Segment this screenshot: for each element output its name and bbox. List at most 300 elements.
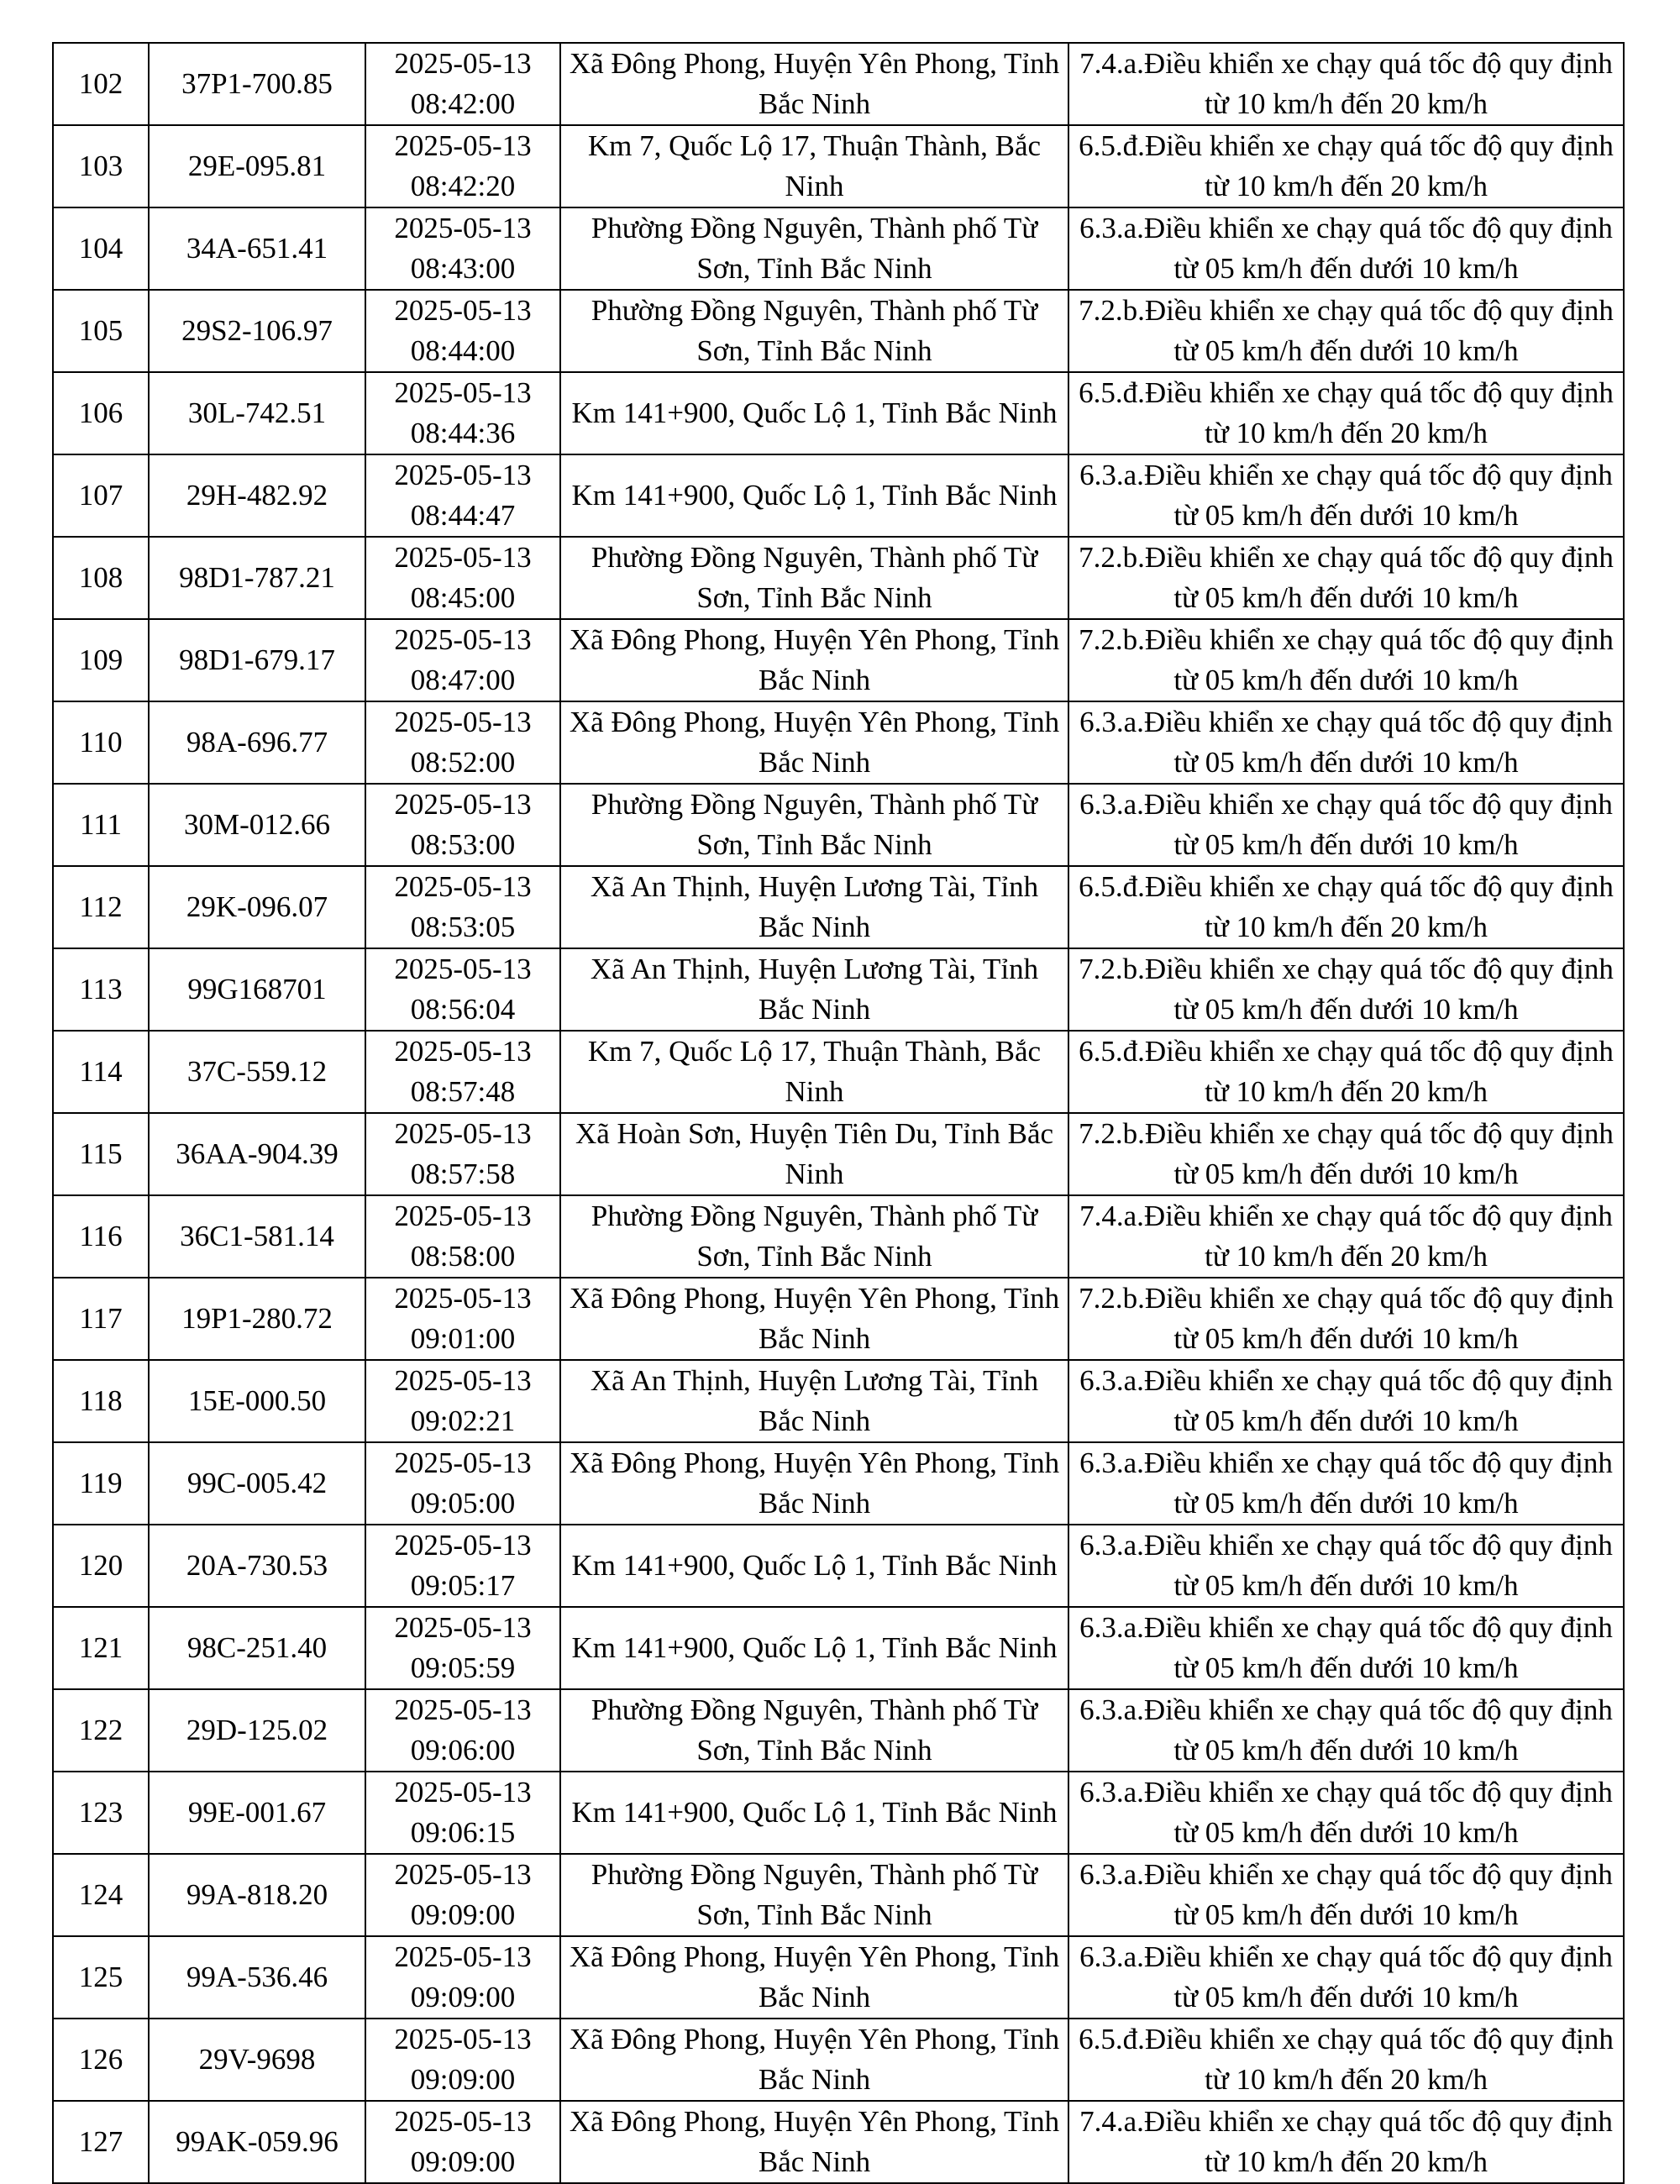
- violation-date: 2025-05-13: [394, 1200, 532, 1232]
- location-cell: [560, 43, 1068, 125]
- datetime-cell: [365, 1607, 560, 1689]
- table-row: [53, 290, 1624, 372]
- violation-cell: [1068, 1360, 1624, 1442]
- violation-time: 09:09:00: [410, 2063, 516, 2096]
- license-plate: 29E-095.81: [187, 150, 327, 182]
- plate-cell: [149, 454, 365, 537]
- plate-cell: [149, 1360, 365, 1442]
- violation-location: Xã Đông Phong, Huyện Yên Phong, Tỉnh Bắc Ninh: [569, 47, 1060, 120]
- violation-time: 09:09:00: [410, 1898, 516, 1931]
- violation-time: 09:05:00: [410, 1487, 516, 1520]
- location-cell: [560, 537, 1068, 619]
- violation-description: 6.3.a.Điều khiển xe chạy quá tốc độ quy định từ 05 km/h đến dưới 10 km/h: [1079, 1940, 1613, 2013]
- violation-time: 09:09:00: [410, 2145, 516, 2178]
- plate-cell: [149, 1278, 365, 1360]
- violation-cell: [1068, 372, 1624, 454]
- plate-cell: [149, 537, 365, 619]
- violation-date: 2025-05-13: [394, 541, 532, 574]
- location-cell: [560, 1854, 1068, 1936]
- violation-date: 2025-05-13: [394, 47, 532, 80]
- plate-cell: [149, 1525, 365, 1607]
- table-row: [53, 537, 1624, 619]
- violation-date: 2025-05-13: [394, 1035, 532, 1068]
- license-plate: 36AA-904.39: [176, 1137, 339, 1170]
- violation-cell: [1068, 454, 1624, 537]
- violation-date: 2025-05-13: [394, 1364, 532, 1397]
- table-row: [53, 948, 1624, 1031]
- datetime-cell: [365, 1278, 560, 1360]
- datetime-cell: [365, 1936, 560, 2019]
- location-cell: [560, 1442, 1068, 1525]
- violation-time: 08:52:00: [410, 746, 516, 779]
- violation-cell: [1068, 1031, 1624, 1113]
- violation-description: 6.5.đ.Điều khiển xe chạy quá tốc độ quy định từ 10 km/h đến 20 km/h: [1079, 870, 1614, 943]
- violation-cell: [1068, 2019, 1624, 2101]
- violation-location: Phường Đồng Nguyên, Thành phố Từ Sơn, Tỉnh Bắc Ninh: [591, 541, 1038, 614]
- plate-cell: [149, 2101, 365, 2183]
- plate-cell: [149, 948, 365, 1031]
- violation-date: 2025-05-13: [394, 2023, 532, 2055]
- table-row: [53, 1772, 1624, 1854]
- stt-cell: [53, 1525, 149, 1607]
- violation-table: [52, 42, 1625, 2184]
- license-plate: 99AK-059.96: [176, 2125, 339, 2158]
- violation-date: 2025-05-13: [394, 788, 532, 821]
- violation-time: 08:44:00: [410, 334, 516, 367]
- violation-cell: [1068, 866, 1624, 948]
- table-row: [53, 1195, 1624, 1278]
- table-row: [53, 1689, 1624, 1772]
- stt-number: 112: [79, 890, 123, 923]
- stt-cell: [53, 1442, 149, 1525]
- violation-time: 08:53:05: [410, 911, 516, 943]
- license-plate: 29K-096.07: [186, 890, 328, 923]
- violation-description: 6.3.a.Điều khiển xe chạy quá tốc độ quy định từ 05 km/h đến dưới 10 km/h: [1079, 1611, 1613, 1684]
- stt-cell: [53, 2019, 149, 2101]
- location-cell: [560, 1278, 1068, 1360]
- location-cell: [560, 2019, 1068, 2101]
- location-cell: [560, 948, 1068, 1031]
- violation-time: 09:05:17: [410, 1569, 516, 1602]
- stt-number: 108: [78, 561, 123, 594]
- violation-time: 09:09:00: [410, 1981, 516, 2013]
- violation-location: Xã Đông Phong, Huyện Yên Phong, Tỉnh Bắc Ninh: [569, 1940, 1060, 2013]
- violation-location: Km 7, Quốc Lộ 17, Thuận Thành, Bắc Ninh: [587, 1035, 1042, 1108]
- license-plate: 36C1-581.14: [180, 1220, 334, 1252]
- violation-date: 2025-05-13: [394, 623, 532, 656]
- stt-cell: [53, 125, 149, 207]
- plate-cell: [149, 125, 365, 207]
- datetime-cell: [365, 372, 560, 454]
- violation-time: 08:42:20: [410, 170, 516, 202]
- violation-time: 09:06:00: [410, 1734, 516, 1767]
- stt-cell: [53, 290, 149, 372]
- stt-number: 117: [79, 1302, 123, 1335]
- stt-number: 125: [78, 1961, 123, 1993]
- stt-number: 104: [78, 232, 123, 265]
- table-row: [53, 2019, 1624, 2101]
- violation-description: 6.3.a.Điều khiển xe chạy quá tốc độ quy định từ 05 km/h đến dưới 10 km/h: [1079, 1364, 1613, 1437]
- violation-description: 7.4.a.Điều khiển xe chạy quá tốc độ quy định từ 10 km/h đến 20 km/h: [1079, 1200, 1613, 1273]
- violation-time: 08:58:00: [410, 1240, 516, 1273]
- plate-cell: [149, 1113, 365, 1195]
- violation-cell: [1068, 1195, 1624, 1278]
- license-plate: 29S2-106.97: [181, 314, 333, 347]
- stt-number: 118: [79, 1384, 123, 1417]
- violation-description: 7.4.a.Điều khiển xe chạy quá tốc độ quy định từ 10 km/h đến 20 km/h: [1079, 47, 1613, 120]
- violation-location: Km 141+900, Quốc Lộ 1, Tỉnh Bắc Ninh: [571, 1549, 1058, 1582]
- violation-description: 6.3.a.Điều khiển xe chạy quá tốc độ quy định từ 05 km/h đến dưới 10 km/h: [1079, 706, 1613, 779]
- violation-description: 6.3.a.Điều khiển xe chạy quá tốc độ quy định từ 05 km/h đến dưới 10 km/h: [1079, 459, 1613, 532]
- stt-number: 113: [79, 973, 123, 1005]
- license-plate: 30L-742.51: [187, 396, 327, 429]
- table-row: [53, 784, 1624, 866]
- violation-time: 08:45:00: [410, 581, 516, 614]
- violation-description: 6.3.a.Điều khiển xe chạy quá tốc độ quy định từ 05 km/h đến dưới 10 km/h: [1079, 212, 1613, 285]
- license-plate: 98C-251.40: [186, 1631, 328, 1664]
- stt-number: 111: [80, 808, 122, 841]
- table-row: [53, 207, 1624, 290]
- violation-location: Xã An Thịnh, Huyện Lương Tài, Tỉnh Bắc Ninh: [590, 1364, 1039, 1437]
- table-row: [53, 43, 1624, 125]
- stt-cell: [53, 1360, 149, 1442]
- violation-date: 2025-05-13: [394, 1940, 532, 1973]
- violation-description: 7.2.b.Điều khiển xe chạy quá tốc độ quy định từ 05 km/h đến dưới 10 km/h: [1079, 953, 1614, 1026]
- violation-cell: [1068, 619, 1624, 701]
- location-cell: [560, 1360, 1068, 1442]
- violation-date: 2025-05-13: [394, 1117, 532, 1150]
- location-cell: [560, 1689, 1068, 1772]
- violation-cell: [1068, 1689, 1624, 1772]
- stt-cell: [53, 619, 149, 701]
- plate-cell: [149, 43, 365, 125]
- table-row: [53, 1278, 1624, 1360]
- violation-description: 6.3.a.Điều khiển xe chạy quá tốc độ quy định từ 05 km/h đến dưới 10 km/h: [1079, 1529, 1613, 1602]
- stt-number: 116: [79, 1220, 123, 1252]
- datetime-cell: [365, 1525, 560, 1607]
- violation-cell: [1068, 207, 1624, 290]
- violation-date: 2025-05-13: [394, 459, 532, 491]
- datetime-cell: [365, 1854, 560, 1936]
- table-row: [53, 1113, 1624, 1195]
- license-plate: 98A-696.77: [186, 726, 328, 759]
- table-row: [53, 701, 1624, 784]
- license-plate: 98D1-679.17: [179, 643, 335, 676]
- violation-description: 6.5.đ.Điều khiển xe chạy quá tốc độ quy định từ 10 km/h đến 20 km/h: [1079, 129, 1614, 202]
- violation-date: 2025-05-13: [394, 1446, 532, 1479]
- license-plate: 29H-482.92: [186, 479, 328, 512]
- violation-date: 2025-05-13: [394, 1858, 532, 1891]
- violation-description: 7.2.b.Điều khiển xe chạy quá tốc độ quy định từ 05 km/h đến dưới 10 km/h: [1079, 1282, 1614, 1355]
- location-cell: [560, 2101, 1068, 2183]
- table-row: [53, 1442, 1624, 1525]
- location-cell: [560, 454, 1068, 537]
- location-cell: [560, 1772, 1068, 1854]
- stt-number: 114: [79, 1055, 123, 1088]
- stt-cell: [53, 372, 149, 454]
- table-row: [53, 1360, 1624, 1442]
- datetime-cell: [365, 701, 560, 784]
- violation-location: Xã An Thịnh, Huyện Lương Tài, Tỉnh Bắc Ninh: [590, 953, 1039, 1026]
- violation-location: Km 141+900, Quốc Lộ 1, Tỉnh Bắc Ninh: [571, 479, 1058, 512]
- stt-cell: [53, 537, 149, 619]
- violation-location: Phường Đồng Nguyên, Thành phố Từ Sơn, Tỉnh Bắc Ninh: [591, 212, 1038, 285]
- violation-date: 2025-05-13: [394, 953, 532, 985]
- violation-date: 2025-05-13: [394, 870, 532, 903]
- violation-location: Xã Hoàn Sơn, Huyện Tiên Du, Tỉnh Bắc Ninh: [575, 1117, 1054, 1190]
- violation-location: Km 141+900, Quốc Lộ 1, Tỉnh Bắc Ninh: [571, 1631, 1058, 1664]
- stt-number: 126: [78, 2043, 123, 2076]
- license-plate: 29V-9698: [198, 2043, 316, 2076]
- stt-cell: [53, 1278, 149, 1360]
- violation-cell: [1068, 1442, 1624, 1525]
- location-cell: [560, 866, 1068, 948]
- plate-cell: [149, 1195, 365, 1278]
- plate-cell: [149, 1031, 365, 1113]
- stt-cell: [53, 1113, 149, 1195]
- table-row: [53, 1607, 1624, 1689]
- violation-cell: [1068, 1607, 1624, 1689]
- stt-number: 120: [78, 1549, 123, 1582]
- stt-cell: [53, 207, 149, 290]
- plate-cell: [149, 1772, 365, 1854]
- violation-location: Xã Đông Phong, Huyện Yên Phong, Tỉnh Bắc Ninh: [569, 1446, 1060, 1520]
- stt-cell: [53, 1031, 149, 1113]
- location-cell: [560, 1195, 1068, 1278]
- violation-cell: [1068, 1113, 1624, 1195]
- stt-cell: [53, 454, 149, 537]
- violation-time: 09:06:15: [410, 1816, 516, 1849]
- stt-number: 115: [79, 1137, 123, 1170]
- datetime-cell: [365, 1689, 560, 1772]
- datetime-cell: [365, 784, 560, 866]
- violation-date: 2025-05-13: [394, 1776, 532, 1809]
- stt-number: 110: [79, 726, 123, 759]
- violation-date: 2025-05-13: [394, 2105, 532, 2138]
- stt-number: 109: [78, 643, 123, 676]
- violation-description: 6.5.đ.Điều khiển xe chạy quá tốc độ quy định từ 10 km/h đến 20 km/h: [1079, 2023, 1614, 2096]
- plate-cell: [149, 1936, 365, 2019]
- violation-date: 2025-05-13: [394, 706, 532, 738]
- violation-cell: [1068, 125, 1624, 207]
- stt-number: 119: [79, 1467, 123, 1499]
- datetime-cell: [365, 454, 560, 537]
- datetime-cell: [365, 619, 560, 701]
- table-row: [53, 454, 1624, 537]
- violation-description: 7.2.b.Điều khiển xe chạy quá tốc độ quy định từ 05 km/h đến dưới 10 km/h: [1079, 623, 1614, 696]
- violation-time: 08:44:36: [410, 417, 516, 449]
- plate-cell: [149, 1689, 365, 1772]
- violation-time: 08:44:47: [410, 499, 516, 532]
- stt-number: 105: [78, 314, 123, 347]
- violation-description: 6.3.a.Điều khiển xe chạy quá tốc độ quy định từ 05 km/h đến dưới 10 km/h: [1079, 1858, 1613, 1931]
- license-plate: 99G168701: [187, 973, 327, 1005]
- violation-description: 7.2.b.Điều khiển xe chạy quá tốc độ quy định từ 05 km/h đến dưới 10 km/h: [1079, 541, 1614, 614]
- location-cell: [560, 125, 1068, 207]
- violation-location: Phường Đồng Nguyên, Thành phố Từ Sơn, Tỉnh Bắc Ninh: [591, 788, 1038, 861]
- violation-cell: [1068, 948, 1624, 1031]
- stt-number: 121: [78, 1631, 123, 1664]
- violation-location: Xã An Thịnh, Huyện Lương Tài, Tỉnh Bắc Ninh: [590, 870, 1039, 943]
- stt-cell: [53, 866, 149, 948]
- datetime-cell: [365, 1195, 560, 1278]
- violation-location: Xã Đông Phong, Huyện Yên Phong, Tỉnh Bắc Ninh: [569, 706, 1060, 779]
- violation-date: 2025-05-13: [394, 1611, 532, 1644]
- violation-cell: [1068, 1525, 1624, 1607]
- violation-time: 09:02:21: [410, 1404, 516, 1437]
- plate-cell: [149, 1442, 365, 1525]
- table-row: [53, 125, 1624, 207]
- violation-date: 2025-05-13: [394, 376, 532, 409]
- stt-cell: [53, 1772, 149, 1854]
- table-row: [53, 1936, 1624, 2019]
- violation-description: 7.4.a.Điều khiển xe chạy quá tốc độ quy định từ 10 km/h đến 20 km/h: [1079, 2105, 1613, 2178]
- datetime-cell: [365, 2101, 560, 2183]
- violation-description: 6.3.a.Điều khiển xe chạy quá tốc độ quy định từ 05 km/h đến dưới 10 km/h: [1079, 1776, 1613, 1849]
- table-row: [53, 2101, 1624, 2183]
- violation-location: Xã Đông Phong, Huyện Yên Phong, Tỉnh Bắc Ninh: [569, 2105, 1060, 2178]
- violation-location: Xã Đông Phong, Huyện Yên Phong, Tỉnh Bắc Ninh: [569, 1282, 1060, 1355]
- violation-location: Phường Đồng Nguyên, Thành phố Từ Sơn, Tỉnh Bắc Ninh: [591, 1858, 1038, 1931]
- license-plate: 99E-001.67: [187, 1796, 327, 1829]
- license-plate: 29D-125.02: [186, 1714, 328, 1746]
- stt-number: 127: [78, 2125, 123, 2158]
- plate-cell: [149, 290, 365, 372]
- violation-time: 09:05:59: [410, 1651, 516, 1684]
- location-cell: [560, 701, 1068, 784]
- violation-cell: [1068, 1772, 1624, 1854]
- location-cell: [560, 207, 1068, 290]
- datetime-cell: [365, 1113, 560, 1195]
- stt-number: 107: [78, 479, 123, 512]
- plate-cell: [149, 866, 365, 948]
- violation-date: 2025-05-13: [394, 294, 532, 327]
- table-row: [53, 372, 1624, 454]
- violation-time: 08:53:00: [410, 828, 516, 861]
- violation-cell: [1068, 290, 1624, 372]
- license-plate: 99A-818.20: [186, 1878, 328, 1911]
- violation-time: 08:57:48: [410, 1075, 516, 1108]
- violation-date: 2025-05-13: [394, 1282, 532, 1315]
- location-cell: [560, 784, 1068, 866]
- location-cell: [560, 1031, 1068, 1113]
- violation-location: Xã Đông Phong, Huyện Yên Phong, Tỉnh Bắc Ninh: [569, 623, 1060, 696]
- license-plate: 98D1-787.21: [179, 561, 335, 594]
- violation-description: 6.3.a.Điều khiển xe chạy quá tốc độ quy định từ 05 km/h đến dưới 10 km/h: [1079, 788, 1613, 861]
- violation-date: 2025-05-13: [394, 212, 532, 244]
- violation-cell: [1068, 2101, 1624, 2183]
- stt-cell: [53, 43, 149, 125]
- datetime-cell: [365, 2019, 560, 2101]
- table-row: [53, 1031, 1624, 1113]
- violation-location: Phường Đồng Nguyên, Thành phố Từ Sơn, Tỉnh Bắc Ninh: [591, 1693, 1038, 1767]
- datetime-cell: [365, 948, 560, 1031]
- plate-cell: [149, 784, 365, 866]
- violation-time: 08:43:00: [410, 252, 516, 285]
- location-cell: [560, 619, 1068, 701]
- stt-number: 124: [78, 1878, 123, 1911]
- location-cell: [560, 372, 1068, 454]
- table-row: [53, 1854, 1624, 1936]
- license-plate: 19P1-280.72: [181, 1302, 333, 1335]
- violation-location: Km 141+900, Quốc Lộ 1, Tỉnh Bắc Ninh: [571, 396, 1058, 429]
- datetime-cell: [365, 125, 560, 207]
- datetime-cell: [365, 866, 560, 948]
- violation-description: 6.5.đ.Điều khiển xe chạy quá tốc độ quy định từ 10 km/h đến 20 km/h: [1079, 376, 1614, 449]
- license-plate: 34A-651.41: [186, 232, 328, 265]
- violation-date: 2025-05-13: [394, 129, 532, 162]
- violation-date: 2025-05-13: [394, 1529, 532, 1562]
- stt-cell: [53, 1854, 149, 1936]
- violation-time: 08:56:04: [410, 993, 516, 1026]
- datetime-cell: [365, 290, 560, 372]
- license-plate: 20A-730.53: [186, 1549, 328, 1582]
- violation-time: 08:47:00: [410, 664, 516, 696]
- violation-location: Phường Đồng Nguyên, Thành phố Từ Sơn, Tỉnh Bắc Ninh: [591, 1200, 1038, 1273]
- license-plate: 15E-000.50: [187, 1384, 327, 1417]
- violation-description: 7.2.b.Điều khiển xe chạy quá tốc độ quy định từ 05 km/h đến dưới 10 km/h: [1079, 294, 1614, 367]
- stt-number: 103: [78, 150, 123, 182]
- stt-cell: [53, 1195, 149, 1278]
- stt-number: 102: [78, 67, 123, 100]
- violation-location: Km 7, Quốc Lộ 17, Thuận Thành, Bắc Ninh: [587, 129, 1042, 202]
- stt-cell: [53, 1607, 149, 1689]
- license-plate: 99C-005.42: [186, 1467, 328, 1499]
- table-row: [53, 866, 1624, 948]
- plate-cell: [149, 372, 365, 454]
- violation-date: 2025-05-13: [394, 1693, 532, 1726]
- stt-cell: [53, 1689, 149, 1772]
- plate-cell: [149, 701, 365, 784]
- violation-cell: [1068, 1936, 1624, 2019]
- location-cell: [560, 1113, 1068, 1195]
- location-cell: [560, 1607, 1068, 1689]
- violation-cell: [1068, 784, 1624, 866]
- datetime-cell: [365, 1772, 560, 1854]
- table-row: [53, 1525, 1624, 1607]
- violation-cell: [1068, 1854, 1624, 1936]
- stt-cell: [53, 701, 149, 784]
- violation-location: Xã Đông Phong, Huyện Yên Phong, Tỉnh Bắc Ninh: [569, 2023, 1060, 2096]
- violation-location: Phường Đồng Nguyên, Thành phố Từ Sơn, Tỉnh Bắc Ninh: [591, 294, 1038, 367]
- violation-time: 09:01:00: [410, 1322, 516, 1355]
- violation-table-body: [53, 43, 1624, 2183]
- plate-cell: [149, 2019, 365, 2101]
- violation-location: Km 141+900, Quốc Lộ 1, Tỉnh Bắc Ninh: [571, 1796, 1058, 1829]
- stt-number: 122: [78, 1714, 123, 1746]
- stt-cell: [53, 1936, 149, 2019]
- violation-description: 7.2.b.Điều khiển xe chạy quá tốc độ quy định từ 05 km/h đến dưới 10 km/h: [1079, 1117, 1614, 1190]
- violation-description: 6.3.a.Điều khiển xe chạy quá tốc độ quy định từ 05 km/h đến dưới 10 km/h: [1079, 1446, 1613, 1520]
- location-cell: [560, 1936, 1068, 2019]
- datetime-cell: [365, 43, 560, 125]
- table-row: [53, 619, 1624, 701]
- license-plate: 30M-012.66: [183, 808, 331, 841]
- plate-cell: [149, 207, 365, 290]
- violation-cell: [1068, 43, 1624, 125]
- datetime-cell: [365, 1442, 560, 1525]
- datetime-cell: [365, 207, 560, 290]
- stt-number: 106: [78, 396, 123, 429]
- stt-cell: [53, 948, 149, 1031]
- plate-cell: [149, 619, 365, 701]
- stt-cell: [53, 2101, 149, 2183]
- location-cell: [560, 1525, 1068, 1607]
- violation-description: 6.3.a.Điều khiển xe chạy quá tốc độ quy định từ 05 km/h đến dưới 10 km/h: [1079, 1693, 1613, 1767]
- violation-description: 6.5.đ.Điều khiển xe chạy quá tốc độ quy định từ 10 km/h đến 20 km/h: [1079, 1035, 1614, 1108]
- plate-cell: [149, 1854, 365, 1936]
- datetime-cell: [365, 1031, 560, 1113]
